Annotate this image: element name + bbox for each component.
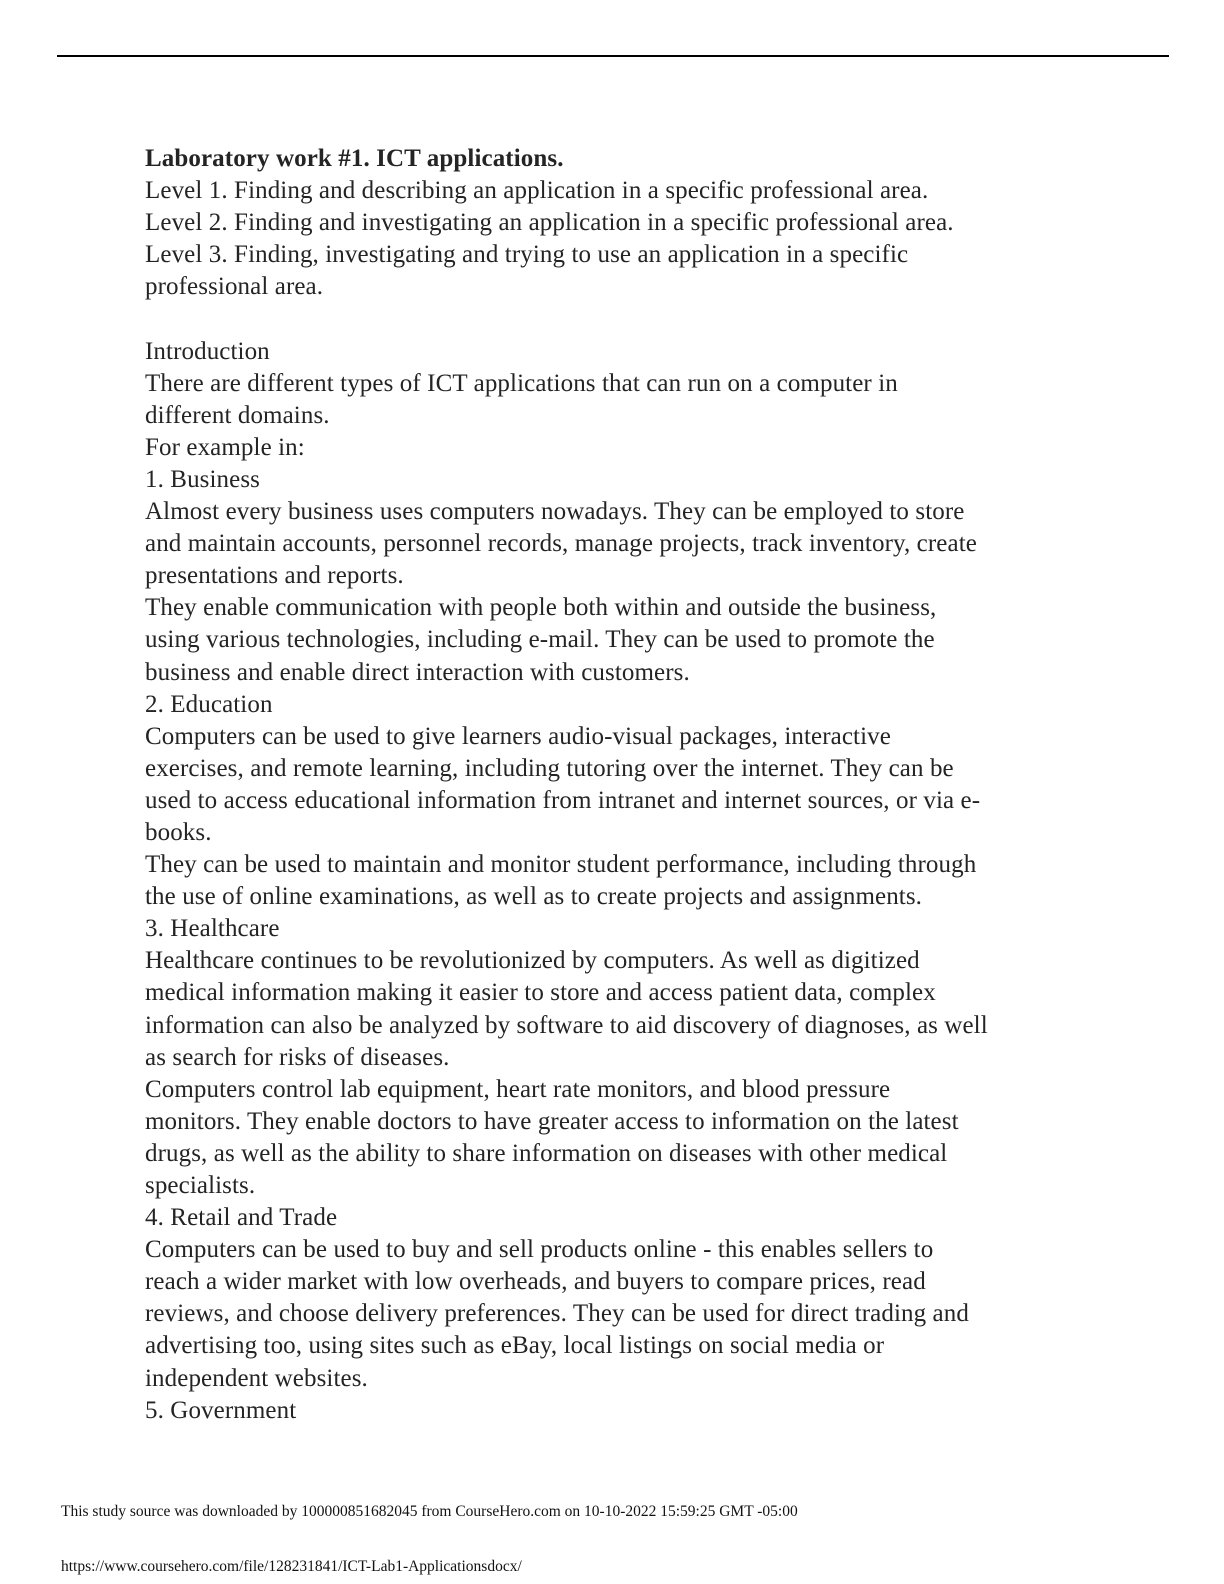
document-line: They can be used to maintain and monitor student performance, including through	[145, 851, 977, 879]
document-line: business and enable direct interaction with customers.	[145, 658, 690, 686]
document-line: as search for risks of diseases.	[145, 1043, 450, 1071]
document-line: different domains.	[145, 401, 330, 429]
blank-line	[145, 303, 1105, 335]
document-line: medical information making it easier to store and access patient data, complex	[145, 979, 936, 1007]
document-line: 3. Healthcare	[145, 915, 280, 943]
document-line: Computers can be used to buy and sell products online - this enables sellers to	[145, 1236, 934, 1264]
document-line: books.	[145, 818, 212, 846]
document-line: used to access educational information from intranet and internet sources, or via e-	[145, 786, 981, 814]
document-line: Level 1. Finding and describing an application in a specific professional area.	[145, 177, 929, 205]
document-line: There are different types of ICT applications that can run on a computer in	[145, 369, 898, 397]
document-line: exercises, and remote learning, including tutoring over the internet. They can be	[145, 754, 954, 782]
source-url-link[interactable]: https://www.coursehero.com/file/128231841/ICT-Lab1-Applicationsdocx/	[61, 1558, 522, 1575]
document-line: professional area.	[145, 273, 324, 301]
document-line: Computers can be used to give learners audio-visual packages, interactive	[145, 722, 891, 750]
document-line: reach a wider market with low overheads, and buyers to compare prices, read	[145, 1268, 926, 1296]
document-line: monitors. They enable doctors to have greater access to information on the latest	[145, 1107, 959, 1135]
document-line: using various technologies, including e-mail. They can be used to promote the	[145, 626, 935, 654]
document-line: Level 2. Finding and investigating an application in a specific professional area.	[145, 209, 954, 237]
document-line: Healthcare continues to be revolutionized by computers. As well as digitized	[145, 947, 920, 975]
document-line: 4. Retail and Trade	[145, 1204, 338, 1232]
document-body	[145, 143, 1105, 1427]
document-line: the use of online examinations, as well as to create projects and assignments.	[145, 883, 923, 911]
document-line: They enable communication with people both within and outside the business,	[145, 594, 937, 622]
document-line: reviews, and choose delivery preferences. They can be used for direct trading and	[145, 1300, 969, 1328]
document-line: 2. Education	[145, 690, 273, 718]
document-line: presentations and reports.	[145, 562, 404, 590]
document-title: Laboratory work #1. ICT applications.	[145, 145, 564, 172]
document-line: Almost every business uses computers nowadays. They can be employed to store	[145, 498, 965, 526]
download-attribution: This study source was downloaded by 100000851682045 from CourseHero.com on 10-10-2022 15:59:25 GMT -05:00	[61, 1503, 798, 1520]
document-line: specialists.	[145, 1172, 256, 1199]
document-line: 1. Business	[145, 465, 261, 493]
document-line: advertising too, using sites such as eBay, local listings on social media or	[145, 1332, 885, 1360]
document-line: Computers control lab equipment, heart rate monitors, and blood pressure	[145, 1075, 891, 1103]
document-line: information can also be analyzed by software to aid discovery of diagnoses, as well	[145, 1011, 988, 1039]
document-line: Level 3. Finding, investigating and trying to use an application in a specific	[145, 241, 909, 269]
document-line: Introduction	[145, 337, 270, 365]
header-rule	[57, 55, 1169, 57]
document-line: For example in:	[145, 433, 305, 461]
document-line: 5. Government	[145, 1396, 297, 1424]
document-line: independent websites.	[145, 1364, 368, 1392]
document-line: drugs, as well as the ability to share information on diseases with other medical	[145, 1139, 948, 1167]
document-line: and maintain accounts, personnel records, manage projects, track inventory, create	[145, 530, 977, 558]
